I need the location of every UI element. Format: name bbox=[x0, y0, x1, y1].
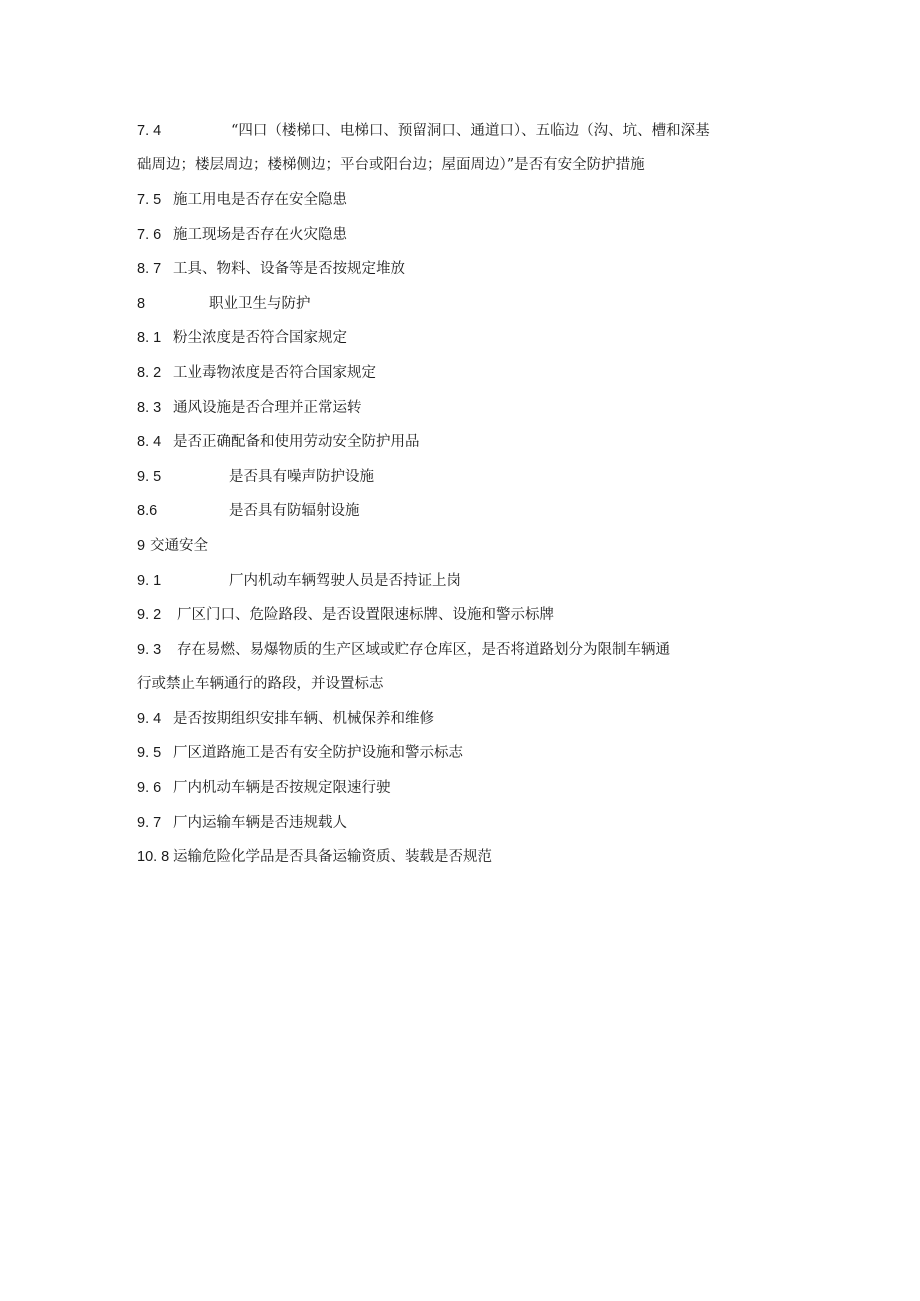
list-item-continuation bbox=[137, 674, 384, 694]
list-item bbox=[137, 190, 347, 210]
list-item bbox=[137, 640, 670, 660]
item-number: 8. 1 bbox=[137, 330, 162, 346]
list-item bbox=[137, 778, 391, 798]
item-text: 存在易燃、易爆物质的生产区域或贮存仓库区，是否将道路划分为限制车辆通 bbox=[177, 642, 670, 658]
list-item bbox=[137, 847, 492, 867]
item-number: 9. 6 bbox=[137, 780, 162, 796]
item-text: 础周边；楼层周边；楼梯侧边；平台或阳台边；屋面周边）”是否有安全防护措施 bbox=[137, 157, 645, 173]
item-text: 运输危险化学品是否具备运输资质、装载是否规范 bbox=[173, 849, 492, 865]
list-item bbox=[137, 709, 434, 729]
list-item bbox=[137, 501, 360, 521]
list-item bbox=[137, 571, 461, 591]
item-text: 通风设施是否合理并正常运转 bbox=[173, 400, 362, 416]
item-text: 是否按期组织安排车辆、机械保养和维修 bbox=[173, 711, 434, 727]
item-number: 9. 2 bbox=[137, 607, 162, 623]
list-item bbox=[137, 398, 362, 418]
section-title: 交通安全 bbox=[150, 538, 208, 554]
item-text: 厂区门口、危险路段、是否设置限速标牌、设施和警示标牌 bbox=[177, 607, 554, 623]
item-number: 9. 1 bbox=[137, 573, 162, 589]
item-text: 工具、物料、设备等是否按规定堆放 bbox=[173, 261, 405, 277]
item-text: 是否正确配备和使用劳动安全防护用品 bbox=[173, 434, 420, 450]
list-item bbox=[137, 467, 374, 487]
item-number: 8. 4 bbox=[137, 434, 162, 450]
item-number: 8.6 bbox=[137, 503, 158, 519]
item-number: 9. 4 bbox=[137, 711, 162, 727]
section-title: 职业卫生与防护 bbox=[209, 296, 311, 312]
item-number: 9. 5 bbox=[137, 745, 162, 761]
list-item-continuation bbox=[137, 155, 645, 175]
list-item bbox=[137, 363, 376, 383]
item-text: 施工现场是否存在火灾隐患 bbox=[173, 227, 347, 243]
list-item bbox=[137, 813, 347, 833]
section-number: 8 bbox=[137, 296, 146, 312]
item-number: 8. 3 bbox=[137, 400, 162, 416]
item-text: 厂内机动车辆是否按规定限速行驶 bbox=[173, 780, 391, 796]
item-number: 9. 3 bbox=[137, 642, 162, 658]
item-number: 7. 6 bbox=[137, 227, 162, 243]
item-text: “四口（楼梯口、电梯口、预留洞口、通道口）、五临边（沟、坑、槽和深基 bbox=[231, 123, 710, 139]
item-number: 7. 4 bbox=[137, 123, 162, 139]
section-heading bbox=[137, 294, 311, 314]
list-item bbox=[137, 432, 420, 452]
list-item bbox=[137, 121, 710, 141]
item-number: 8. 7 bbox=[137, 261, 162, 277]
item-number: 8. 2 bbox=[137, 365, 162, 381]
list-item bbox=[137, 605, 554, 625]
section-heading bbox=[137, 536, 208, 556]
item-text: 施工用电是否存在安全隐患 bbox=[173, 192, 347, 208]
item-text: 工业毒物浓度是否符合国家规定 bbox=[173, 365, 376, 381]
item-number: 9. 7 bbox=[137, 815, 162, 831]
item-text: 厂内运输车辆是否违规载人 bbox=[173, 815, 347, 831]
item-text: 行或禁止车辆通行的路段，并设置标志 bbox=[137, 676, 384, 692]
list-item bbox=[137, 743, 463, 763]
section-number: 9 bbox=[137, 538, 146, 554]
item-text: 粉尘浓度是否符合国家规定 bbox=[173, 330, 347, 346]
list-item bbox=[137, 328, 347, 348]
item-number: 7. 5 bbox=[137, 192, 162, 208]
list-item bbox=[137, 259, 405, 279]
item-text: 厂内机动车辆驾驶人员是否持证上岗 bbox=[229, 573, 461, 589]
item-text: 是否具有防辐射设施 bbox=[229, 503, 360, 519]
list-item bbox=[137, 225, 347, 245]
item-text: 厂区道路施工是否有安全防护设施和警示标志 bbox=[173, 745, 463, 761]
item-number: 9. 5 bbox=[137, 469, 162, 485]
item-text: 是否具有噪声防护设施 bbox=[229, 469, 374, 485]
item-number: 10. 8 bbox=[137, 849, 170, 865]
